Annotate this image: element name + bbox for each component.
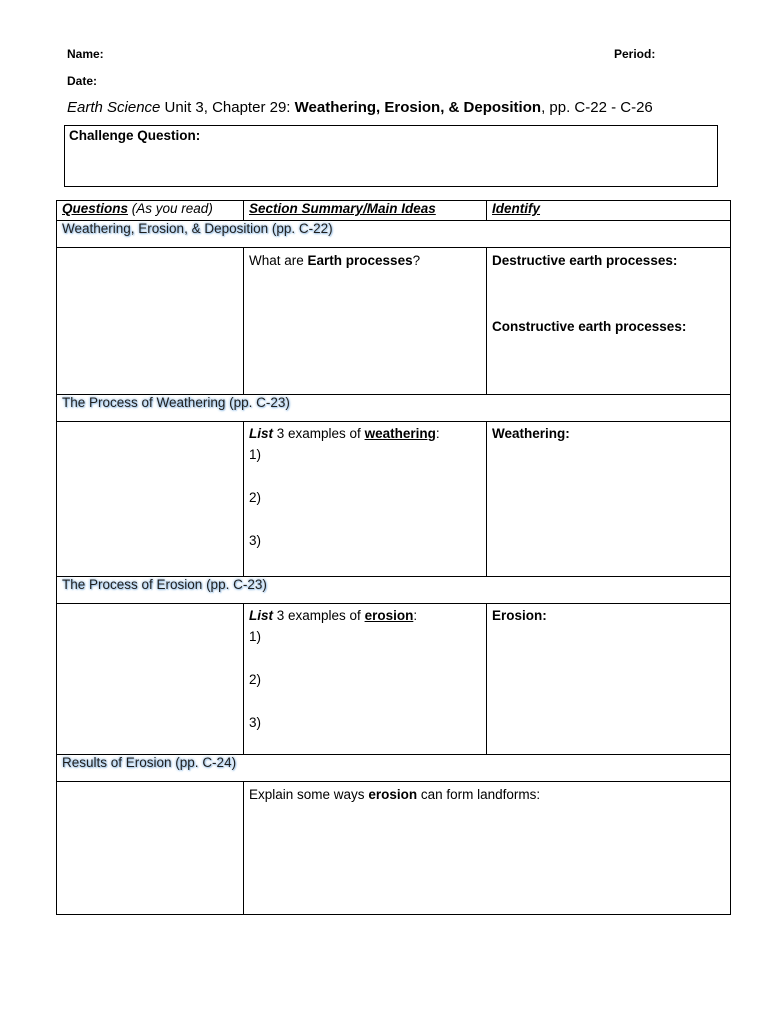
questions-cell[interactable] — [57, 604, 244, 755]
column-header-row — [57, 201, 731, 221]
period-label: Period: — [614, 47, 656, 61]
questions-cell[interactable] — [57, 422, 244, 577]
identify-cell[interactable] — [487, 604, 731, 755]
list-term: erosion — [364, 608, 414, 623]
pages-prefix: , pp. — [541, 99, 575, 116]
section-heading-row — [57, 221, 731, 248]
list-item: 2) — [249, 490, 262, 505]
summary-cell[interactable] — [244, 782, 731, 915]
list-item: 3) — [249, 533, 262, 548]
section-heading-row — [57, 395, 731, 422]
questions-column-header — [57, 201, 244, 221]
section-heading: Results of Erosion (pp. C-24) — [57, 755, 731, 782]
summary-column-header — [244, 201, 487, 221]
list-colon: : — [413, 608, 418, 623]
list-colon: : — [435, 426, 440, 441]
list-text: 3 examples of — [273, 608, 365, 623]
notes-table — [56, 200, 731, 915]
list-item: 2) — [249, 672, 262, 687]
topic-name: Weathering, Erosion, & Deposition — [294, 99, 542, 116]
questions-header-note: (As you read) — [131, 201, 213, 216]
identify-header-text: Identify — [492, 201, 541, 216]
summary-prefix: What are — [249, 253, 308, 268]
section-row — [57, 782, 731, 915]
summary-cell[interactable] — [244, 604, 487, 755]
pages-range: C-22 - C-26 — [574, 99, 653, 116]
summary-suffix: ? — [412, 253, 421, 268]
subject-name: Earth Science — [67, 99, 161, 116]
summary-cell[interactable] — [244, 422, 487, 577]
section-heading: The Process of Weathering (pp. C-23) — [57, 395, 731, 422]
section-row — [57, 604, 731, 755]
constructive-label: Constructive earth processes: — [492, 319, 687, 334]
identify-term: Weathering: — [492, 426, 570, 441]
list-item: 1) — [249, 629, 262, 644]
questions-cell[interactable] — [57, 782, 244, 915]
summary-prefix: Explain some ways — [249, 787, 369, 802]
identify-term: Erosion: — [492, 608, 547, 623]
questions-cell[interactable] — [57, 248, 244, 395]
challenge-question-label: Challenge Question: — [69, 128, 201, 143]
section-heading: The Process of Erosion (pp. C-23) — [57, 577, 731, 604]
summary-suffix: can form landforms: — [417, 787, 541, 802]
worksheet-title — [67, 99, 653, 116]
section-row — [57, 422, 731, 577]
list-term: weathering — [364, 426, 436, 441]
summary-term: Earth processes — [307, 253, 413, 268]
challenge-question-box[interactable] — [64, 125, 718, 187]
section-heading-row — [57, 755, 731, 782]
destructive-label: Destructive earth processes: — [492, 253, 678, 268]
list-item: 1) — [249, 447, 262, 462]
list-item: 3) — [249, 715, 262, 730]
name-label: Name: — [67, 47, 104, 61]
section-heading: Weathering, Erosion, & Deposition (pp. C-22) — [57, 221, 731, 248]
unit-chapter: Unit 3, Chapter 29: — [160, 99, 295, 116]
questions-header-text: Questions — [62, 201, 129, 216]
summary-cell[interactable] — [244, 248, 487, 395]
identify-column-header — [487, 201, 731, 221]
date-label: Date: — [67, 74, 98, 88]
list-word: List — [249, 426, 274, 441]
identify-cell[interactable] — [487, 248, 731, 395]
list-text: 3 examples of — [273, 426, 365, 441]
section-row — [57, 248, 731, 395]
identify-cell[interactable] — [487, 422, 731, 577]
summary-term: erosion — [368, 787, 418, 802]
list-word: List — [249, 608, 274, 623]
section-heading-row — [57, 577, 731, 604]
summary-header-text: Section Summary/Main Ideas — [249, 201, 436, 216]
